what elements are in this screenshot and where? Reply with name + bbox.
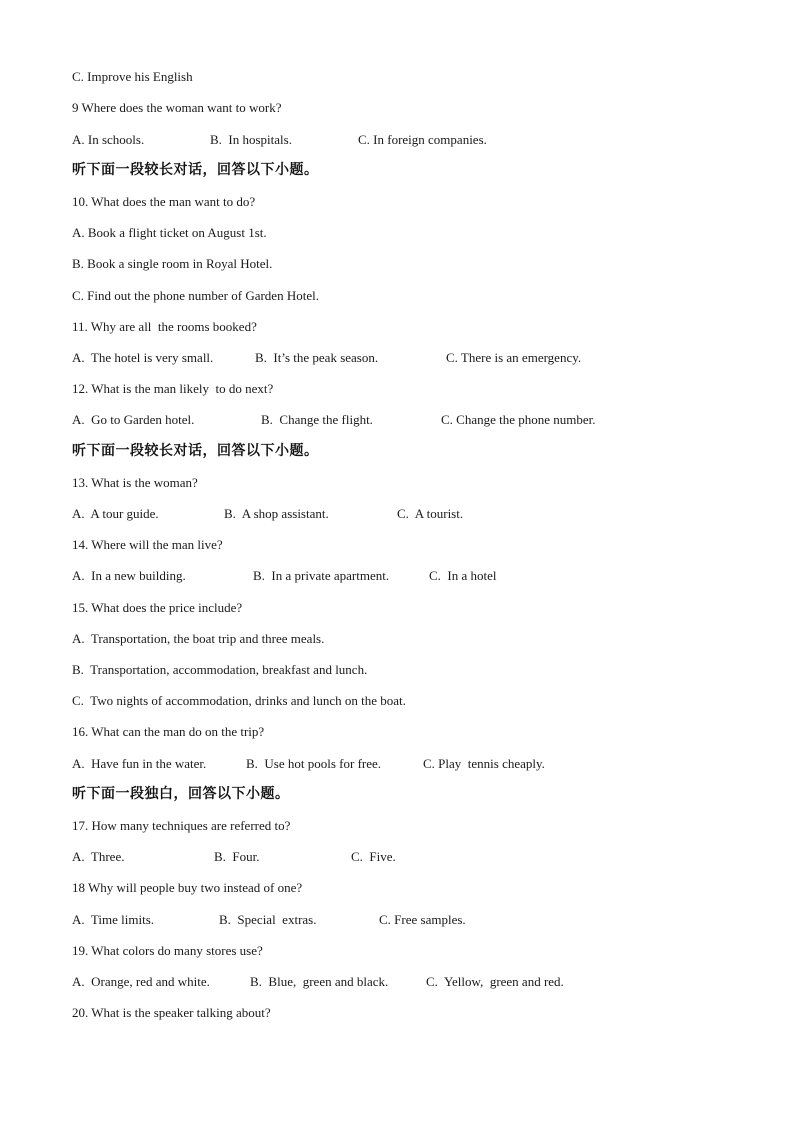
answer-option: C. A tourist. (397, 506, 464, 521)
answer-option: C. Change the phone number. (441, 412, 596, 427)
answer-option: C. Free samples. (379, 912, 466, 927)
answer-option: B. Change the flight. (261, 412, 373, 427)
answer-option: B. In a private apartment. (253, 568, 390, 583)
answer-option: A. Orange, red and white. (72, 974, 210, 989)
section-heading: 听下面一段较长对话，回答以下小题。 (72, 443, 319, 459)
answer-option: C. Play tennis cheaply. (423, 756, 545, 771)
answer-option: A. A tour guide. (72, 506, 159, 521)
question-text: 13. What is the woman? (72, 475, 198, 490)
answer-option: B. Blue, green and black. (250, 974, 389, 989)
answer-option: C. In foreign companies. (358, 132, 487, 147)
answer-option: A. In a new building. (72, 568, 186, 583)
answer-option: B. Special extras. (219, 912, 317, 927)
answer-option: B. A shop assistant. (224, 506, 329, 521)
answer-option: A. Have fun in the water. (72, 756, 207, 771)
question-text: 18 Why will people buy two instead of one? (72, 880, 303, 895)
question-text: 14. Where will the man live? (72, 537, 223, 552)
answer-option: A. Three. (72, 849, 125, 864)
question-text: 10. What does the man want to do? (72, 194, 256, 209)
answer-option: C. Five. (351, 849, 396, 864)
question-text: B. Book a single room in Royal Hotel. (72, 256, 273, 271)
answer-option: A. Go to Garden hotel. (72, 412, 195, 427)
question-text: C. Improve his English (72, 69, 193, 84)
answer-option: A. The hotel is very small. (72, 350, 214, 365)
question-text: 20. What is the speaker talking about? (72, 1005, 271, 1020)
section-heading: 听下面一段较长对话，回答以下小题。 (72, 162, 319, 178)
question-text: 19. What colors do many stores use? (72, 943, 263, 958)
question-text: C. Find out the phone number of Garden Hotel. (72, 288, 319, 303)
answer-option: B. Four. (214, 849, 260, 864)
question-text: 12. What is the man likely to do next? (72, 381, 274, 396)
section-heading: 听下面一段独白，回答以下小题。 (72, 786, 290, 802)
question-text: 9 Where does the woman want to work? (72, 100, 282, 115)
answer-option: A. In schools. (72, 132, 145, 147)
question-text: A. Book a flight ticket on August 1st. (72, 225, 267, 240)
answer-option: C. Yellow, green and red. (426, 974, 564, 989)
answer-option: B. It’s the peak season. (255, 350, 379, 365)
question-text: 15. What does the price include? (72, 600, 243, 615)
answer-option: C. There is an emergency. (446, 350, 582, 365)
answer-option: B. In hospitals. (210, 132, 292, 147)
answer-option: C. In a hotel (429, 568, 497, 583)
answer-option: B. Use hot pools for free. (246, 756, 382, 771)
question-text: B. Transportation, accommodation, breakfast and lunch. (72, 662, 368, 677)
question-text: A. Transportation, the boat trip and three meals. (72, 631, 325, 646)
answer-option: A. Time limits. (72, 912, 154, 927)
question-text: 17. How many techniques are referred to? (72, 818, 291, 833)
question-text: 11. Why are all the rooms booked? (72, 319, 257, 334)
question-text: C. Two nights of accommodation, drinks and lunch on the boat. (72, 693, 406, 708)
question-text: 16. What can the man do on the trip? (72, 724, 265, 739)
